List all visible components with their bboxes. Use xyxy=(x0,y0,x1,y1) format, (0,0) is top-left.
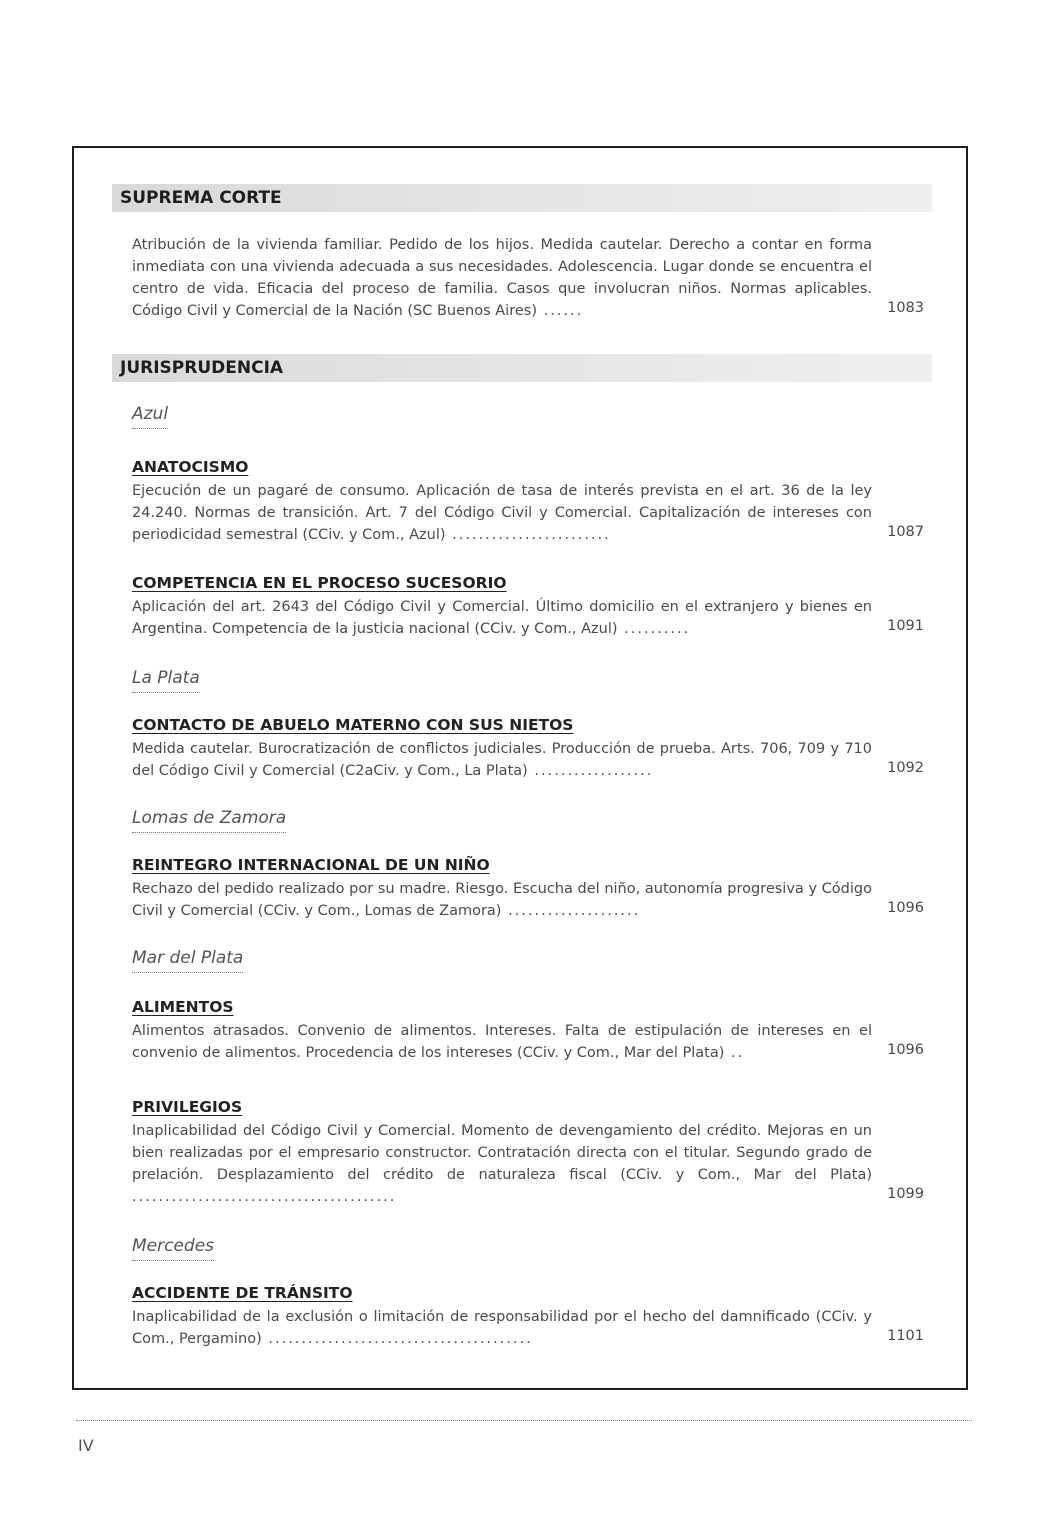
page-number: 1091 xyxy=(887,618,924,634)
topic-title-reintegro: REINTEGRO INTERNACIONAL DE UN NIÑO xyxy=(132,856,490,874)
topic-title-accidente: ACCIDENTE DE TRÁNSITO xyxy=(132,1284,353,1302)
entry-summary: Inaplicabilidad del Código Civil y Comercial. Momento de devengamiento del crédito. Mejoras en un bien realizadas por el empresario constructor. Contratación directa con el titular. Segundo grado de prelación. Desplazamiento del crédito de naturaleza fiscal (CCiv. y Com., Mar del Plata) xyxy=(132,1123,872,1183)
page-number: 1087 xyxy=(887,524,924,540)
leader-dots: .......... xyxy=(617,621,691,637)
city-heading-lomas-de-zamora: Lomas de Zamora xyxy=(132,808,286,833)
section-heading-suprema-corte: SUPREMA CORTE xyxy=(112,184,932,212)
leader-dots: ...... xyxy=(536,303,584,319)
page-number: 1101 xyxy=(887,1328,924,1344)
leader-dots: ........................................ xyxy=(261,1331,533,1347)
entry-text xyxy=(132,480,872,546)
topic-title-competencia: COMPETENCIA EN EL PROCESO SUCESORIO xyxy=(132,574,507,592)
page-folio: IV xyxy=(78,1436,94,1455)
topic-title-alimentos: ALIMENTOS xyxy=(132,998,234,1016)
entry-summary: Rechazo del pedido realizado por su madre. Riesgo. Escucha del niño, autonomía progresiva y Código Civil y Comercial (CCiv. y Com., Lomas de Zamora) xyxy=(132,881,872,919)
entry-text xyxy=(132,1120,872,1208)
page-number: 1096 xyxy=(887,1042,924,1058)
city-heading-mercedes: Mercedes xyxy=(132,1236,214,1261)
page-number: 1096 xyxy=(887,900,924,916)
leader-dots: .. xyxy=(724,1045,745,1061)
page-number: 1099 xyxy=(887,1186,924,1202)
topic-title-privilegios: PRIVILEGIOS xyxy=(132,1098,243,1116)
leader-dots: ........................ xyxy=(445,527,611,543)
leader-dots: ........................................ xyxy=(132,1189,397,1205)
entry-summary: Aplicación del art. 2643 del Código Civil y Comercial. Último domicilio en el extranjero y bienes en Argentina. Competencia de la justicia nacional (CCiv. y Com., Azul) xyxy=(132,599,872,637)
entry-summary: Ejecución de un pagaré de consumo. Aplicación de tasa de interés prevista en el art. 36 de la ley 24.240. Normas de transición. Art. 7 del Código Civil y Comercial. Capitalización de intereses con periodicidad semestral (CCiv. y Com., Azul) xyxy=(132,483,872,543)
leader-dots: .................. xyxy=(527,763,654,779)
entry-summary: Atribución de la vivienda familiar. Pedido de los hijos. Medida cautelar. Derecho a contar en forma inmediata con una vivienda adecuada a sus necesidades. Adolescencia. Lugar donde se encuentra el centro de vida. Eficacia del proceso de familia. Casos que involucran niños. Normas aplicables. Código Civil y Comercial de la Nación (SC Buenos Aires) xyxy=(132,237,872,319)
footer-divider xyxy=(76,1420,972,1421)
leader-dots: .................... xyxy=(501,903,641,919)
entry-summary: Alimentos atrasados. Convenio de alimentos. Intereses. Falta de estipulación de intereses en el convenio de alimentos. Procedencia de los intereses (CCiv. y Com., Mar del Plata) xyxy=(132,1023,872,1061)
page-number: 1092 xyxy=(887,760,924,776)
entry-summary: Inaplicabilidad de la exclusión o limitación de responsabilidad por el hecho del damnificado (CCiv. y Com., Pergamino) xyxy=(132,1309,872,1347)
city-heading-azul: Azul xyxy=(132,404,168,429)
page-number: 1083 xyxy=(887,300,924,316)
topic-title-anatocismo: ANATOCISMO xyxy=(132,458,249,476)
entry-text xyxy=(132,738,872,782)
index-frame xyxy=(72,146,968,1390)
section-heading-jurisprudencia: JURISPRUDENCIA xyxy=(112,354,932,382)
entry-text xyxy=(132,878,872,922)
entry-text xyxy=(132,1306,872,1350)
city-heading-la-plata: La Plata xyxy=(132,668,200,693)
entry-text xyxy=(132,234,872,322)
entry-summary: Medida cautelar. Burocratización de conflictos judiciales. Producción de prueba. Arts. 706, 709 y 710 del Código Civil y Comercial (C2aCiv. y Com., La Plata) xyxy=(132,741,872,779)
entry-text xyxy=(132,1020,872,1064)
topic-title-contacto: CONTACTO DE ABUELO MATERNO CON SUS NIETOS xyxy=(132,716,574,734)
city-heading-mar-del-plata: Mar del Plata xyxy=(132,948,243,973)
entry-text xyxy=(132,596,872,640)
